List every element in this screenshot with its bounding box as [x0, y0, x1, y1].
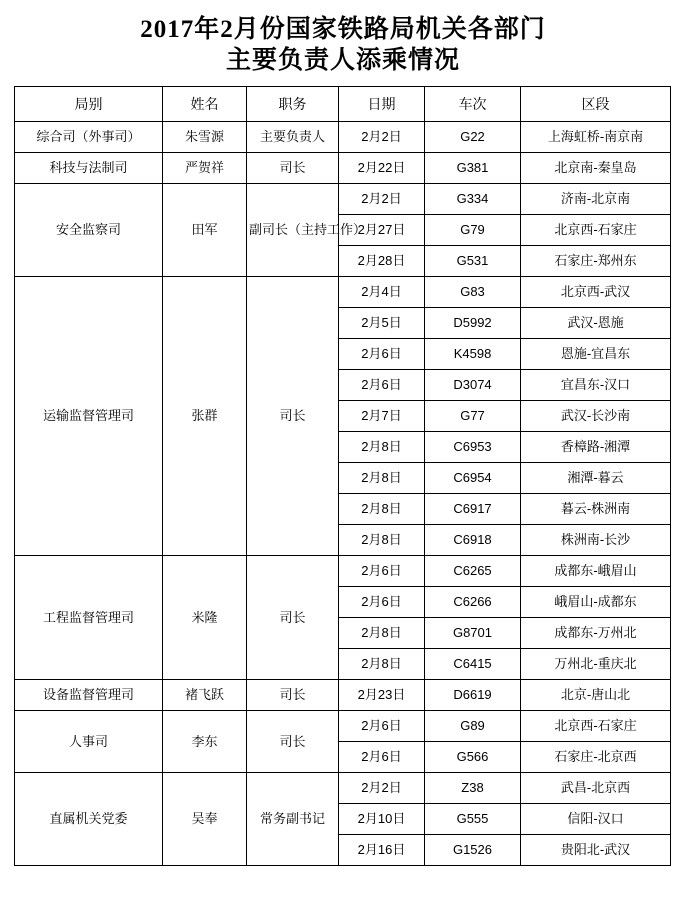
- cell-section: 北京-唐山北: [521, 680, 671, 711]
- cell-train-number: G381: [425, 153, 521, 184]
- cell-post: 司长: [247, 711, 339, 773]
- table-row: [15, 711, 671, 742]
- cell-section: 株洲南-长沙: [521, 525, 671, 556]
- cell-department: 运输监督管理司: [15, 277, 163, 556]
- cell-section: 湘潭-暮云: [521, 463, 671, 494]
- cell-train-number: D5992: [425, 308, 521, 339]
- cell-name: 严贺祥: [163, 153, 247, 184]
- cell-date: 2月8日: [339, 432, 425, 463]
- table-row: [15, 153, 671, 184]
- cell-train-number: G334: [425, 184, 521, 215]
- cell-train-number: G566: [425, 742, 521, 773]
- cell-train-number: G77: [425, 401, 521, 432]
- table-row: [15, 277, 671, 308]
- cell-section: 恩施-宜昌东: [521, 339, 671, 370]
- cell-section: 石家庄-郑州东: [521, 246, 671, 277]
- column-header-date: 日期: [339, 87, 425, 122]
- page-title: [14, 14, 672, 76]
- column-header-post: 职务: [247, 87, 339, 122]
- cell-train-number: C6266: [425, 587, 521, 618]
- cell-train-number: G555: [425, 804, 521, 835]
- cell-date: 2月8日: [339, 494, 425, 525]
- cell-date: 2月6日: [339, 556, 425, 587]
- cell-post: 司长: [247, 277, 339, 556]
- table-row: [15, 122, 671, 153]
- cell-date: 2月5日: [339, 308, 425, 339]
- cell-train-number: Z38: [425, 773, 521, 804]
- cell-section: 石家庄-北京西: [521, 742, 671, 773]
- cell-train-number: G79: [425, 215, 521, 246]
- page-title-line-1: 2017年2月份国家铁路局机关各部门: [140, 16, 546, 43]
- cell-date: 2月10日: [339, 804, 425, 835]
- cell-section: 北京南-秦皇岛: [521, 153, 671, 184]
- cell-name: 张群: [163, 277, 247, 556]
- cell-date: 2月8日: [339, 463, 425, 494]
- cell-department: 工程监督管理司: [15, 556, 163, 680]
- cell-date: 2月28日: [339, 246, 425, 277]
- cell-name: 朱雪源: [163, 122, 247, 153]
- cell-post: 常务副书记: [247, 773, 339, 866]
- cell-section: 香樟路-湘潭: [521, 432, 671, 463]
- table-header: [15, 87, 671, 122]
- table-row: [15, 773, 671, 804]
- column-header-name: 姓名: [163, 87, 247, 122]
- cell-section: 武汉-长沙南: [521, 401, 671, 432]
- cell-date: 2月22日: [339, 153, 425, 184]
- cell-section: 信阳-汉口: [521, 804, 671, 835]
- cell-date: 2月27日: [339, 215, 425, 246]
- cell-name: 李东: [163, 711, 247, 773]
- table-row: [15, 680, 671, 711]
- cell-train-number: C6917: [425, 494, 521, 525]
- cell-post: 副司长（主持工作）: [247, 184, 339, 277]
- cell-train-number: K4598: [425, 339, 521, 370]
- cell-department: 科技与法制司: [15, 153, 163, 184]
- cell-date: 2月6日: [339, 339, 425, 370]
- cell-section: 武汉-恩施: [521, 308, 671, 339]
- cell-train-number: G22: [425, 122, 521, 153]
- cell-department: 综合司（外事司）: [15, 122, 163, 153]
- table-row: [15, 184, 671, 215]
- cell-date: 2月8日: [339, 525, 425, 556]
- cell-post: 司长: [247, 556, 339, 680]
- cell-section: 济南-北京南: [521, 184, 671, 215]
- cell-post: 主要负责人: [247, 122, 339, 153]
- cell-train-number: D6619: [425, 680, 521, 711]
- column-header-train: 车次: [425, 87, 521, 122]
- cell-train-number: G531: [425, 246, 521, 277]
- column-header-department: 局别: [15, 87, 163, 122]
- cell-post: 司长: [247, 680, 339, 711]
- cell-date: 2月6日: [339, 587, 425, 618]
- cell-section: 武昌-北京西: [521, 773, 671, 804]
- cell-date: 2月7日: [339, 401, 425, 432]
- cell-train-number: C6953: [425, 432, 521, 463]
- cell-train-number: G83: [425, 277, 521, 308]
- cell-name: 田军: [163, 184, 247, 277]
- cell-date: 2月8日: [339, 649, 425, 680]
- cell-date: 2月6日: [339, 742, 425, 773]
- cell-post: 司长: [247, 153, 339, 184]
- cell-train-number: C6954: [425, 463, 521, 494]
- cell-date: 2月6日: [339, 711, 425, 742]
- cell-section: 万州北-重庆北: [521, 649, 671, 680]
- cell-section: 北京西-石家庄: [521, 711, 671, 742]
- cell-date: 2月4日: [339, 277, 425, 308]
- cell-section: 峨眉山-成都东: [521, 587, 671, 618]
- cell-section: 北京西-石家庄: [521, 215, 671, 246]
- cell-name: 米隆: [163, 556, 247, 680]
- cell-section: 暮云-株洲南: [521, 494, 671, 525]
- table-row: [15, 556, 671, 587]
- cell-train-number: C6415: [425, 649, 521, 680]
- cell-date: 2月23日: [339, 680, 425, 711]
- cell-date: 2月2日: [339, 773, 425, 804]
- cell-section: 成都东-峨眉山: [521, 556, 671, 587]
- cell-train-number: C6918: [425, 525, 521, 556]
- cell-train-number: C6265: [425, 556, 521, 587]
- cell-department: 设备监督管理司: [15, 680, 163, 711]
- table-header-row: [15, 87, 671, 122]
- cell-section: 成都东-万州北: [521, 618, 671, 649]
- cell-section: 北京西-武汉: [521, 277, 671, 308]
- cell-date: 2月8日: [339, 618, 425, 649]
- cell-department: 安全监察司: [15, 184, 163, 277]
- cell-name: 吴奉: [163, 773, 247, 866]
- column-header-section: 区段: [521, 87, 671, 122]
- cell-date: 2月6日: [339, 370, 425, 401]
- cell-train-number: D3074: [425, 370, 521, 401]
- cell-department: 直属机关党委: [15, 773, 163, 866]
- cell-section: 上海虹桥-南京南: [521, 122, 671, 153]
- cell-date: 2月16日: [339, 835, 425, 866]
- cell-date: 2月2日: [339, 184, 425, 215]
- cell-department: 人事司: [15, 711, 163, 773]
- cell-name: 褚飞跃: [163, 680, 247, 711]
- cell-date: 2月2日: [339, 122, 425, 153]
- cell-section: 宜昌东-汉口: [521, 370, 671, 401]
- boarding-record-table: [14, 86, 671, 866]
- cell-train-number: G8701: [425, 618, 521, 649]
- cell-train-number: G1526: [425, 835, 521, 866]
- table-body: [15, 122, 671, 866]
- cell-train-number: G89: [425, 711, 521, 742]
- cell-section: 贵阳北-武汉: [521, 835, 671, 866]
- page-title-line-2: 主要负责人添乘情况: [225, 47, 460, 74]
